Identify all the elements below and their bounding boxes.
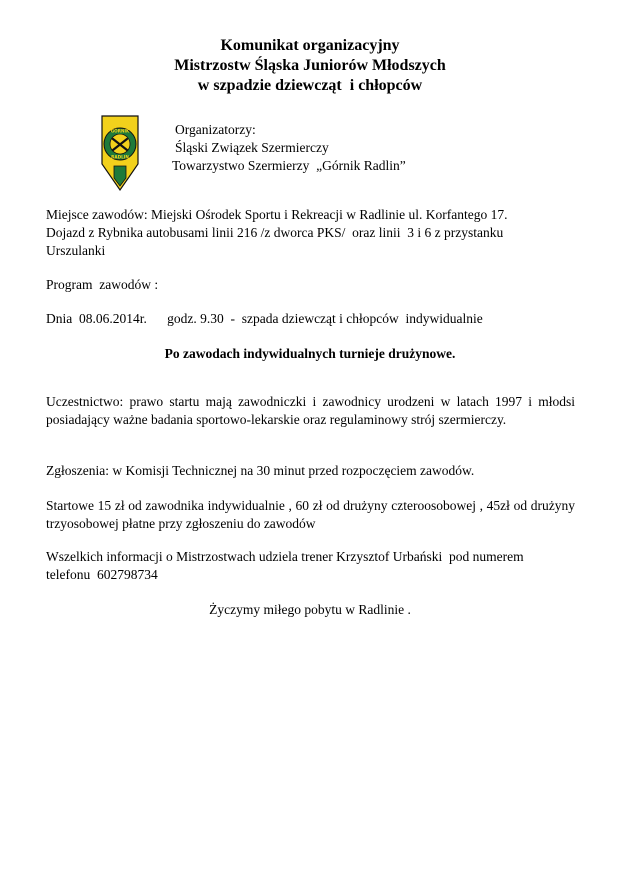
venue-line-3: Urszulanki — [46, 243, 106, 258]
organizers-label: Organizatorzy: — [175, 122, 256, 137]
organizer-gornik-radlin: Towarzystwo Szermierzy „Górnik Radlin” — [172, 158, 406, 173]
program-schedule: Dnia 08.06.2014r. godz. 9.30 - szpada dziewcząt i chłopców indywidualnie — [46, 311, 483, 326]
program-label: Program zawodów : — [46, 277, 159, 292]
title-line-3: w szpadzie dziewcząt i chłopców — [197, 77, 423, 94]
gornik-radlin-logo — [100, 114, 140, 192]
logo-text-top: GÓRNIK — [110, 128, 130, 134]
contact-line-1: Wszelkich informacji o Mistrzostwach udziela trener Krzysztof Urbański pod numerem — [46, 549, 524, 564]
organizers-section — [172, 121, 406, 175]
fees-text: Startowe 15 zł od zawodnika indywidualnie , 60 zł od drużyny czteroosobowej , 45zł od drużyny trzyosobowej płatne przy zgłoszeniu do zawodów — [46, 498, 575, 531]
venue-line-2: Dojazd z Rybnika autobusami linii 216 /z dworca PKS/ oraz linii 3 i 6 z przystanku — [46, 225, 504, 240]
contact-line-2: telefonu 602798734 — [46, 567, 158, 582]
title-line-1: Komunikat organizacyjny — [220, 37, 400, 54]
venue-line-1: Miejsce zawodów: Miejski Ośrodek Sportu i Rekreacji w Radlinie ul. Korfantego 17. — [46, 207, 508, 222]
document-title — [0, 36, 620, 96]
participation-text: Uczestnictwo: prawo startu mają zawodniczki i zawodnicy urodzeni w latach 1997 i młodsi posiadający ważne badania sportowo-lekarskie oraz regulaminowy strój szermierczy. — [46, 394, 575, 427]
registration-text: Zgłoszenia: w Komisji Technicznej na 30 minut przed rozpoczęciem zawodów. — [46, 463, 475, 478]
club-emblem-icon — [100, 114, 140, 192]
logo-text-bottom: RADLIN — [111, 154, 129, 160]
team-tournament-note: Po zawodach indywidualnych turnieje drużynowe. — [164, 346, 456, 361]
title-line-2: Mistrzostw Śląska Juniorów Młodszych — [174, 57, 446, 74]
closing-greeting: Życzymy miłego pobytu w Radlinie . — [209, 602, 411, 617]
contact-section — [46, 548, 575, 584]
organizer-szermierczy: Śląski Związek Szermierczy — [175, 140, 329, 155]
venue-section — [46, 206, 575, 260]
